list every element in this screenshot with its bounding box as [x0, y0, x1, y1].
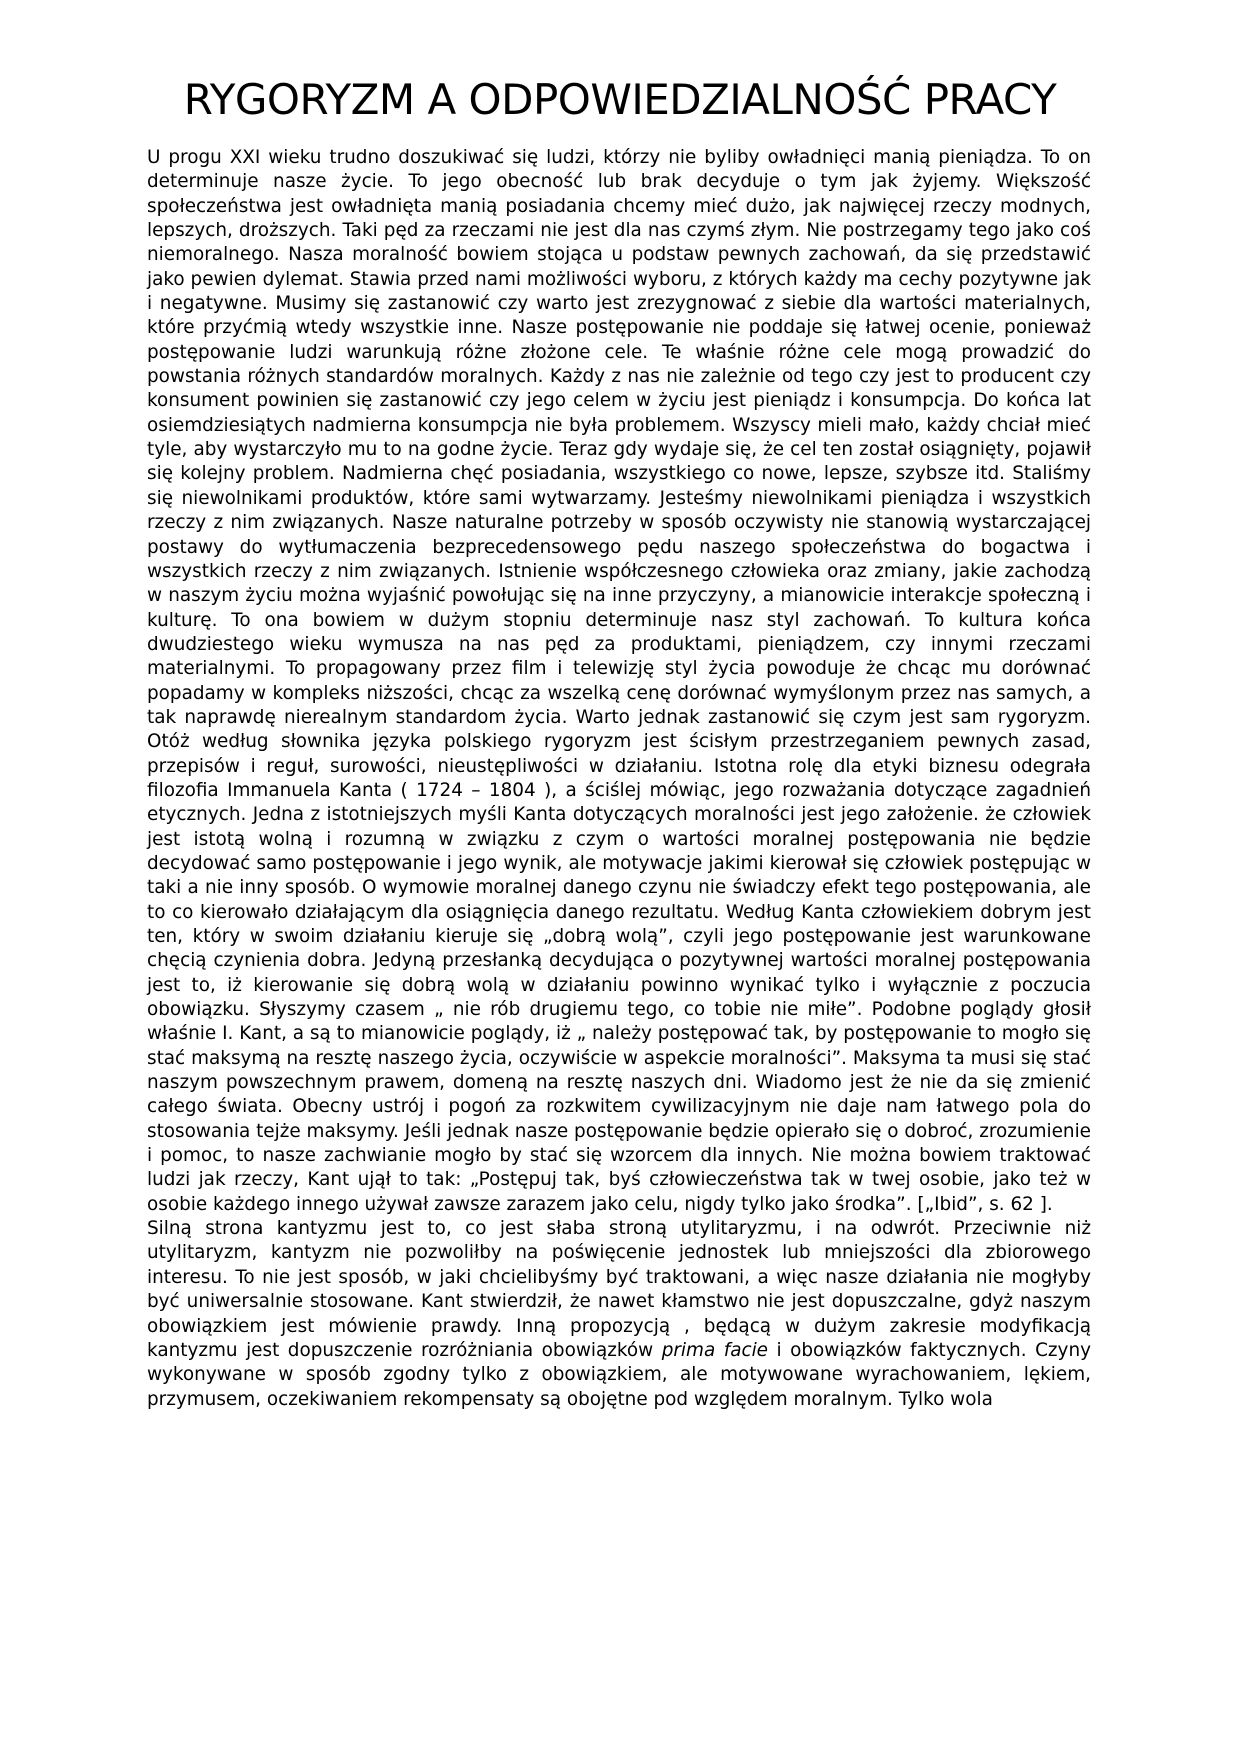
document-title: RYGORYZM A ODPOWIEDZIALNOŚĆ PRACY	[183, 75, 1057, 124]
paragraph-2	[147, 1217, 1091, 1412]
paragraph-2-text-end: i obowiązków faktycznych. Czyny wykonywane w sposób zgodny tylko z obowiązkiem, ale motywowane wyrachowaniem, lękiem, przymusem, oczekiwaniem rekompensaty są obojętne pod względem moralnym. Tylko wola	[147, 1339, 1091, 1410]
paragraph-2-text-start: Silną strona kantyzmu jest to, co jest słaba stroną utylitaryzmu, i na odwrót. Przeciwnie niż utylitaryzm, kantyzm nie pozwoliłby na poświęcenie jednostek lub mniejszości dla zbiorowego interesu. To nie jest sposób, w jaki chcielibyśmy być traktowani, a więc nasze działania nie mogłyby być uniwersalnie stosowane. Kant stwierdził, że nawet kłamstwo nie jest dopuszczalne, gdyż naszym obowiązkiem jest mówienie prawdy. Inną propozycją , będącą w dużym zakresie modyfikacją kantyzmu jest dopuszczenie rozróżniania obowiązków	[147, 1218, 1091, 1361]
paragraph-2-italic-term: prima facie	[661, 1339, 768, 1361]
paragraph-1: U progu XXI wieku trudno doszukiwać się ludzi, którzy nie byliby owładnięci manią pieniądza. To on determinuje nasze życie. To jego obecność lub brak decyduje o tym jak żyjemy. Większość społeczeństwa jest owładnięta manią posiadania chcemy mieć dużo, jak najwięcej rzeczy modnych, lepszych, droższych. Taki pęd za rzeczami nie jest dla nas czymś złym. Nie postrzegamy tego jako coś niemoralnego. Nasza moralność bowiem stojąca u podstaw pewnych zachowań, da się przedstawić jako pewien dylemat. Stawia przed nami możliwości wyboru, z których każdy ma cechy pozytywne jak i negatywne. Musimy się zastanowić czy warto jest zrezygnować z siebie dla wartości materialnych, które przyćmią wtedy wszystkie inne. Nasze postępowanie nie poddaje się łatwej ocenie, ponieważ postępowanie ludzi warunkują różne złożone cele. Te właśnie różne cele mogą prowadzić do powstania różnych standardów moralnych. Każdy z nas nie zależnie od tego czy jest to producent czy konsument powinien się zastanowić czy jego celem w życiu jest pieniądz i konsumpcja. Do końca lat osiemdziesiątych nadmierna konsumpcja nie była problemem. Wszyscy mieli mało, każdy chciał mieć tyle, aby wystarczyło mu to na godne życie. Teraz gdy wydaje się, że cel ten został osiągnięty, pojawił się kolejny problem. Nadmierna chęć posiadania, wszystkiego co nowe, lepsze, szybsze itd. Staliśmy się niewolnikami produktów, które sami wytwarzamy. Jesteśmy niewolnikami pieniądza i wszystkich rzeczy z nim związanych. Nasze naturalne potrzeby w sposób oczywisty nie stanowią wystarczającej postawy do wytłumaczenia bezprecedensowego pędu naszego społeczeństwa do bogactwa i wszystkich rzeczy z nim związanych. Istnienie współczesnego człowieka oraz zmiany, jakie zachodzą w naszym życiu można wyjaśnić powołując się na inne przyczyny, a mianowicie interakcje społeczną i kulturę. To ona bowiem w dużym stopniu determinuje nasz styl zachowań. To kultura końca dwudziestego wieku wymusza na nas pęd za produktami, pieniądzem, czy innymi rzeczami materialnymi. To propagowany przez film i telewizję styl życia powoduje że chcąc mu dorównać popadamy w kompleks niższości, chcąc za wszelką cenę dorównać wymyślonym przez nas samych, a tak naprawdę nierealnym standardom życia. Warto jednak zastanowić się czym jest sam rygoryzm. Otóż według słownika języka polskiego rygoryzm jest ścisłym przestrzeganiem pewnych zasad, przepisów i reguł, surowości, nieustępliwości w działaniu. Istotna rolę dla etyki biznesu odegrała filozofia Immanuela Kanta ( 1724 – 1804 ), a ściślej mówiąc, jego rozważania dotyczące zagadnień etycznych. Jedna z istotniejszych myśli Kanta dotyczących moralności jest jego założenie. że człowiek jest istotą wolną i rozumną w związku z czym o wartości moralnej postępowania nie będzie decydować samo postępowanie i jego wynik, ale motywacje jakimi kierował się człowiek postępując w taki a nie inny sposób. O wymowie moralnej danego czynu nie świadczy efekt tego postępowania, ale to co kierowało działającym dla osiągnięcia danego rezultatu. Według Kanta człowiekiem dobrym jest ten, który w swoim działaniu kieruje się „dobrą wolą”, czyli jego postępowanie jest warunkowane chęcią czynienia dobra. Jedyną przesłanką decydująca o pozytywnej wartości moralnej postępowania jest to, iż kierowanie się dobrą wolą w działaniu powinno wynikać tylko i wyłącznie z poczucia obowiązku. Słyszymy czasem „ nie rób drugiemu tego, co tobie nie miłe”. Podobne poglądy głosił właśnie I. Kant, a są to mianowicie poglądy, iż „ należy postępować tak, by postępowanie to mogło się stać maksymą na resztę naszego życia, oczywiście w aspekcie moralności”. Maksyma ta musi się stać naszym powszechnym prawem, domeną na resztę naszych dni. Wiadomo jest że nie da się zmienić całego świata. Obecny ustrój i pogoń za rozkwitem cywilizacyjnym nie daje nam łatwego pola do stosowania tejże maksymy. Jeśli jednak nasze postępowanie będzie opierało się o dobroć, zrozumienie i pomoc, to nasze zachwianie mogło by stać się wzorcem dla innych. Nie można bowiem traktować ludzi jak rzeczy, Kant ujął to tak: „Postępuj tak, byś człowieczeństwa tak w twej osobie, jako też w osobie każdego innego używał zawsze zarazem jako celu, nigdy tylko jako środka”. [„Ibid”, s. 62 ].	[147, 147, 1091, 1215]
document-body	[147, 146, 1091, 1412]
